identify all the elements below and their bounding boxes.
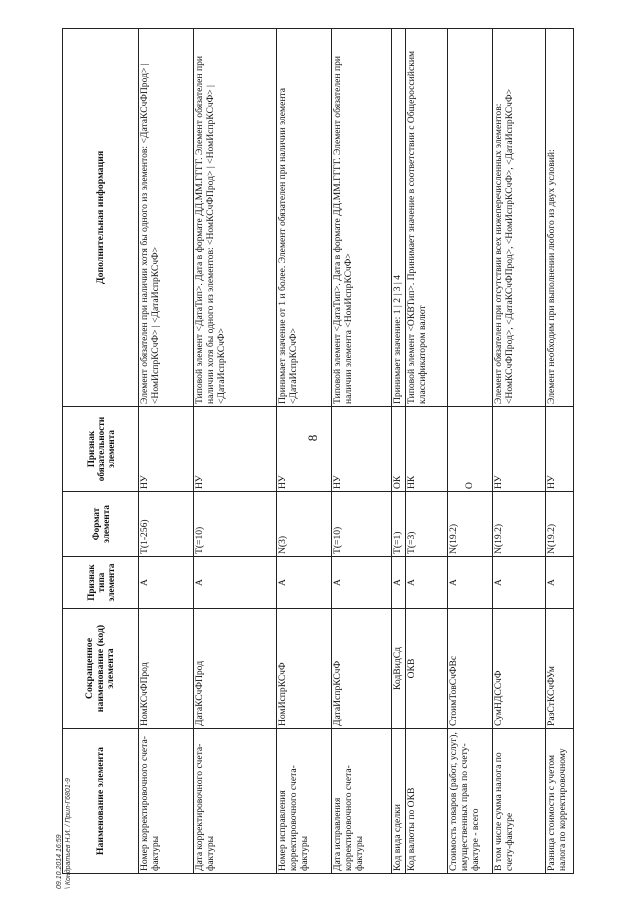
cell-type: А [493,557,546,609]
cell-required: ОК [392,407,406,492]
cell-required: НК [406,407,448,492]
table-row [406,29,448,874]
cell-info [448,29,493,407]
cell-format: N(19.2) [546,492,574,557]
header-required: Признак обязательности элемента [63,407,139,492]
cell-short: СтоимТовСчФВс [448,609,493,729]
header-info: Дополнительная информация [63,29,139,407]
cell-info: Типовой элемент <ОКВТип>. Принимает значение в соответствии с Общероссийским классификатором валют [406,29,448,407]
cell-name: Номер исправления корректировочного счета-фактуры [277,729,332,874]
cell-short: ОКВ [406,609,448,729]
cell-short: ДатаКСчФПрод [194,609,277,729]
cell-required: НУ [277,407,332,492]
table-row [139,29,194,874]
elements-table [62,28,574,874]
table-row [493,29,546,874]
cell-name: Номер корректировочного счета-фактуры [139,729,194,874]
cell-format: T(=1) [392,492,406,557]
cell-type: А [392,557,406,609]
cell-info: Принимает значение: 1 | 2 | 3 | 4 [392,29,406,407]
cell-short: НомКСчФПрод [139,609,194,729]
cell-type: А [194,557,277,609]
cell-name: Стоимость товаров (работ, услуг), имущественных прав по счету-фактуре - всего [448,729,493,874]
header-type: Признак типа элемента [63,557,139,609]
cell-info: Элемент необходим при выполнении любого из двух условий: [546,29,574,407]
cell-type: А [448,557,493,609]
cell-short: СумНДССчФ [493,609,546,729]
stamp-datetime: 09.10.2014 16:59 [56,834,63,889]
cell-name: Дата корректировочного счета-фактуры [194,729,277,874]
cell-short: НомИспрКСчФ [277,609,332,729]
table-row [546,29,574,874]
cell-required: НУ [493,407,546,492]
cell-required: НУ [194,407,277,492]
cell-type: А [406,557,448,609]
cell-info: Принимает значение от 1 и более. Элемент обязателен при наличии элемента <ДатаИспрКСчФ> [277,29,332,407]
table-row [194,29,277,874]
table-row [277,29,332,874]
stamp-author: \ Кондратьев Н.И. / Прил-Г6801-9 [65,778,72,889]
header-format: Формат элемента [63,492,139,557]
cell-format: N(19.2) [448,492,493,557]
cell-type: А [139,557,194,609]
cell-required: НУ [546,407,574,492]
header-short: Сокращенное наименование (код) элемента [63,609,139,729]
cell-short: ДатаИспрКСчФ [332,609,392,729]
cell-info: Элемент обязателен при отсутствии всех нижеперечисленных элементов: <НомКСчФПрод>, <ДатаКСчФПрод>, <НомИспрКСчФ>, <ДатаИспрКСчФ> [493,29,546,407]
cell-name: Разница стоимости с учетом налога по корректировочному [546,729,574,874]
page-number: 8 [305,434,320,442]
cell-required: НУ [332,407,392,492]
cell-info: Типовой элемент <ДатаТип>. Дата в формате ДД.ММ.ГГГГ. Элемент обязателен при наличии хотя бы одного из элементов: <НомКСчФПрод> | <НомИспрКСчФ> | <ДатаИспрКСчФ> [194,29,277,407]
table-row [392,29,406,874]
cell-format: T(=3) [406,492,448,557]
cell-short: РазСтКСчФУм [546,609,574,729]
print-stamp [55,739,75,889]
cell-type: А [332,557,392,609]
cell-name: Код валюты по ОКВ [406,729,448,874]
cell-required: О [448,407,493,492]
cell-format: N(3) [277,492,332,557]
cell-type: А [546,557,574,609]
cell-name: Код вида сделки [392,729,406,874]
header-name: Наименование элемента [63,729,139,874]
cell-info: Элемент обязателен при наличии хотя бы одного из элементов: <ДатаКСчФПрод> | <НомИспрКСчФ> | <ДатаИспрКСчФ> [139,29,194,407]
table-row [448,29,493,874]
cell-required: НУ [139,407,194,492]
table-row [332,29,392,874]
cell-info: Типовой элемент <ДатаТип>. Дата в формате ДД.ММ.ГГГГ. Элемент обязателен при наличии элемента <НомИспрКСчФ> [332,29,392,407]
cell-format: T(=10) [332,492,392,557]
rotated-page-content [62,29,574,874]
cell-format: T(=10) [194,492,277,557]
cell-format: Т(1-256) [139,492,194,557]
cell-format: N(19.2) [493,492,546,557]
cell-name: В том числе сумма налога по счету-фактуре [493,729,546,874]
cell-type: А [277,557,332,609]
cell-short: КодВидСд [392,609,406,729]
cell-name: Дата исправления корректировочного счета-фактуры [332,729,392,874]
